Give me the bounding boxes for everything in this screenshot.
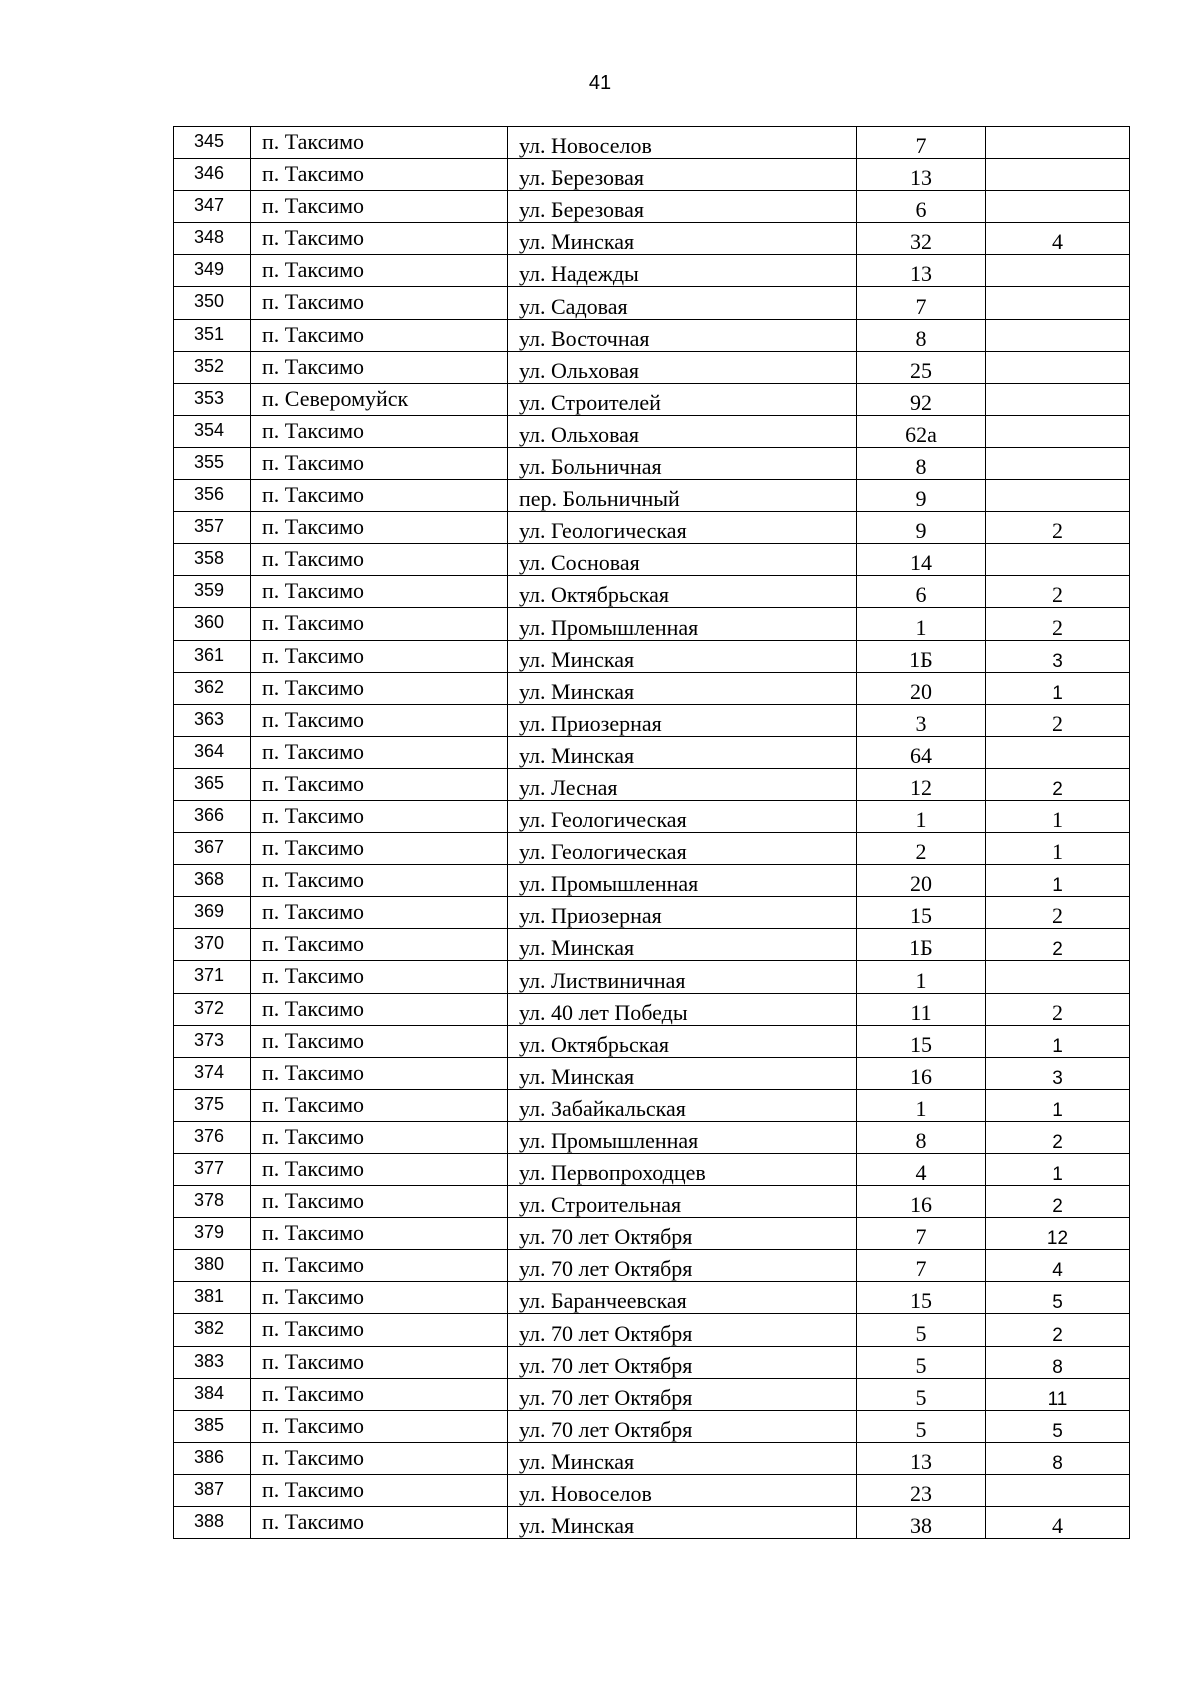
house-number-cell: 92 <box>857 383 986 415</box>
street-cell: ул. Минская <box>508 929 857 961</box>
locality-cell: п. Таксимо <box>251 1410 508 1442</box>
table-row <box>174 1410 1130 1442</box>
row-number-cell: 373 <box>174 1025 251 1057</box>
table-row <box>174 415 1130 447</box>
apartment-cell <box>986 544 1130 576</box>
street-cell: ул. Минская <box>508 672 857 704</box>
house-number-cell: 5 <box>857 1314 986 1346</box>
house-number-cell: 1 <box>857 608 986 640</box>
table-row <box>174 351 1130 383</box>
table-row <box>174 255 1130 287</box>
house-number-cell: 15 <box>857 897 986 929</box>
house-number-cell: 32 <box>857 223 986 255</box>
apartment-cell <box>986 159 1130 191</box>
row-number-cell: 380 <box>174 1250 251 1282</box>
row-number-cell: 381 <box>174 1282 251 1314</box>
house-number-cell: 13 <box>857 255 986 287</box>
locality-cell: п. Таксимо <box>251 865 508 897</box>
locality-cell: п. Таксимо <box>251 512 508 544</box>
apartment-cell: 2 <box>986 576 1130 608</box>
street-cell: ул. 70 лет Октября <box>508 1250 857 1282</box>
table-row <box>174 608 1130 640</box>
locality-cell: п. Таксимо <box>251 1507 508 1539</box>
street-cell: ул. Минская <box>508 1442 857 1474</box>
table-row <box>174 1057 1130 1089</box>
table-row <box>174 159 1130 191</box>
house-number-cell: 2 <box>857 833 986 865</box>
row-number-cell: 351 <box>174 319 251 351</box>
locality-cell: п. Северомуйск <box>251 383 508 415</box>
row-number-cell: 366 <box>174 800 251 832</box>
row-number-cell: 377 <box>174 1154 251 1186</box>
table-row <box>174 897 1130 929</box>
street-cell: ул. Березовая <box>508 159 857 191</box>
apartment-cell: 2 <box>986 608 1130 640</box>
street-cell: ул. Строителей <box>508 383 857 415</box>
street-cell: ул. Приозерная <box>508 704 857 736</box>
street-cell: ул. Новоселов <box>508 127 857 159</box>
locality-cell: п. Таксимо <box>251 1154 508 1186</box>
apartment-cell: 1 <box>986 1154 1130 1186</box>
house-number-cell: 1 <box>857 1089 986 1121</box>
street-cell: ул. Ольховая <box>508 351 857 383</box>
table-row <box>174 1507 1130 1539</box>
row-number-cell: 363 <box>174 704 251 736</box>
locality-cell: п. Таксимо <box>251 833 508 865</box>
street-cell: ул. Новоселов <box>508 1474 857 1506</box>
house-number-cell: 11 <box>857 993 986 1025</box>
apartment-cell: 4 <box>986 1250 1130 1282</box>
row-number-cell: 357 <box>174 512 251 544</box>
table-row <box>174 672 1130 704</box>
table-row <box>174 319 1130 351</box>
table-row <box>174 544 1130 576</box>
table-row <box>174 383 1130 415</box>
locality-cell: п. Таксимо <box>251 1378 508 1410</box>
row-number-cell: 378 <box>174 1186 251 1218</box>
row-number-cell: 345 <box>174 127 251 159</box>
row-number-cell: 384 <box>174 1378 251 1410</box>
house-number-cell: 6 <box>857 576 986 608</box>
street-cell: ул. 70 лет Октября <box>508 1378 857 1410</box>
street-cell: ул. Минская <box>508 640 857 672</box>
apartment-cell: 2 <box>986 704 1130 736</box>
row-number-cell: 364 <box>174 736 251 768</box>
apartment-cell <box>986 351 1130 383</box>
street-cell: ул. 40 лет Победы <box>508 993 857 1025</box>
locality-cell: п. Таксимо <box>251 447 508 479</box>
apartment-cell: 8 <box>986 1346 1130 1378</box>
apartment-cell <box>986 319 1130 351</box>
street-cell: ул. Минская <box>508 1507 857 1539</box>
table-row <box>174 865 1130 897</box>
table-row <box>174 1282 1130 1314</box>
row-number-cell: 374 <box>174 1057 251 1089</box>
apartment-cell: 8 <box>986 1442 1130 1474</box>
locality-cell: п. Таксимо <box>251 1186 508 1218</box>
apartment-cell: 4 <box>986 1507 1130 1539</box>
apartment-cell <box>986 415 1130 447</box>
locality-cell: п. Таксимо <box>251 1442 508 1474</box>
locality-cell: п. Таксимо <box>251 576 508 608</box>
table-row <box>174 1025 1130 1057</box>
row-number-cell: 350 <box>174 287 251 319</box>
locality-cell: п. Таксимо <box>251 768 508 800</box>
locality-cell: п. Таксимо <box>251 159 508 191</box>
apartment-cell: 2 <box>986 993 1130 1025</box>
locality-cell: п. Таксимо <box>251 1346 508 1378</box>
locality-cell: п. Таксимо <box>251 319 508 351</box>
locality-cell: п. Таксимо <box>251 223 508 255</box>
locality-cell: п. Таксимо <box>251 800 508 832</box>
house-number-cell: 8 <box>857 319 986 351</box>
locality-cell: п. Таксимо <box>251 929 508 961</box>
apartment-cell: 3 <box>986 1057 1130 1089</box>
street-cell: пер. Больничный <box>508 480 857 512</box>
street-cell: ул. Октябрьская <box>508 1025 857 1057</box>
street-cell: ул. Листвиничная <box>508 961 857 993</box>
table-row <box>174 191 1130 223</box>
table-row <box>174 127 1130 159</box>
house-number-cell: 1 <box>857 961 986 993</box>
apartment-cell: 12 <box>986 1218 1130 1250</box>
locality-cell: п. Таксимо <box>251 1025 508 1057</box>
street-cell: ул. Приозерная <box>508 897 857 929</box>
row-number-cell: 369 <box>174 897 251 929</box>
house-number-cell: 8 <box>857 447 986 479</box>
street-cell: ул. Минская <box>508 223 857 255</box>
apartment-cell: 1 <box>986 672 1130 704</box>
apartment-cell: 11 <box>986 1378 1130 1410</box>
street-cell: ул. Геологическая <box>508 833 857 865</box>
house-number-cell: 20 <box>857 672 986 704</box>
table-row <box>174 1314 1130 1346</box>
street-cell: ул. Березовая <box>508 191 857 223</box>
table-row <box>174 1089 1130 1121</box>
apartment-cell: 2 <box>986 1314 1130 1346</box>
table-row <box>174 1442 1130 1474</box>
apartment-cell: 3 <box>986 640 1130 672</box>
apartment-cell: 2 <box>986 897 1130 929</box>
house-number-cell: 1Б <box>857 929 986 961</box>
apartment-cell <box>986 191 1130 223</box>
row-number-cell: 358 <box>174 544 251 576</box>
row-number-cell: 387 <box>174 1474 251 1506</box>
table-row <box>174 768 1130 800</box>
row-number-cell: 388 <box>174 1507 251 1539</box>
address-table-body <box>174 127 1130 1539</box>
house-number-cell: 7 <box>857 1250 986 1282</box>
house-number-cell: 13 <box>857 159 986 191</box>
apartment-cell <box>986 961 1130 993</box>
street-cell: ул. Садовая <box>508 287 857 319</box>
street-cell: ул. Минская <box>508 736 857 768</box>
apartment-cell <box>986 1474 1130 1506</box>
house-number-cell: 16 <box>857 1186 986 1218</box>
apartment-cell: 2 <box>986 1186 1130 1218</box>
apartment-cell: 2 <box>986 512 1130 544</box>
locality-cell: п. Таксимо <box>251 672 508 704</box>
table-row <box>174 1218 1130 1250</box>
house-number-cell: 1Б <box>857 640 986 672</box>
locality-cell: п. Таксимо <box>251 287 508 319</box>
locality-cell: п. Таксимо <box>251 1218 508 1250</box>
row-number-cell: 367 <box>174 833 251 865</box>
table-row <box>174 1186 1130 1218</box>
row-number-cell: 348 <box>174 223 251 255</box>
street-cell: ул. Баранчеевская <box>508 1282 857 1314</box>
house-number-cell: 12 <box>857 768 986 800</box>
apartment-cell <box>986 736 1130 768</box>
row-number-cell: 368 <box>174 865 251 897</box>
locality-cell: п. Таксимо <box>251 1121 508 1153</box>
house-number-cell: 8 <box>857 1121 986 1153</box>
row-number-cell: 346 <box>174 159 251 191</box>
house-number-cell: 6 <box>857 191 986 223</box>
house-number-cell: 7 <box>857 1218 986 1250</box>
table-row <box>174 576 1130 608</box>
street-cell: ул. Забайкальская <box>508 1089 857 1121</box>
street-cell: ул. Строительная <box>508 1186 857 1218</box>
house-number-cell: 7 <box>857 287 986 319</box>
row-number-cell: 349 <box>174 255 251 287</box>
locality-cell: п. Таксимо <box>251 351 508 383</box>
street-cell: ул. Лесная <box>508 768 857 800</box>
table-row <box>174 961 1130 993</box>
locality-cell: п. Таксимо <box>251 480 508 512</box>
row-number-cell: 361 <box>174 640 251 672</box>
table-row <box>174 512 1130 544</box>
row-number-cell: 376 <box>174 1121 251 1153</box>
locality-cell: п. Таксимо <box>251 127 508 159</box>
house-number-cell: 13 <box>857 1442 986 1474</box>
street-cell: ул. Промышленная <box>508 1121 857 1153</box>
street-cell: ул. Больничная <box>508 447 857 479</box>
street-cell: ул. Надежды <box>508 255 857 287</box>
table-row <box>174 480 1130 512</box>
apartment-cell: 1 <box>986 865 1130 897</box>
locality-cell: п. Таксимо <box>251 1250 508 1282</box>
house-number-cell: 5 <box>857 1410 986 1442</box>
table-row <box>174 1250 1130 1282</box>
row-number-cell: 382 <box>174 1314 251 1346</box>
table-row <box>174 1378 1130 1410</box>
apartment-cell <box>986 255 1130 287</box>
address-table <box>173 126 1130 1539</box>
table-row <box>174 800 1130 832</box>
street-cell: ул. Октябрьская <box>508 576 857 608</box>
street-cell: ул. Промышленная <box>508 608 857 640</box>
row-number-cell: 365 <box>174 768 251 800</box>
apartment-cell <box>986 127 1130 159</box>
street-cell: ул. Минская <box>508 1057 857 1089</box>
apartment-cell <box>986 287 1130 319</box>
locality-cell: п. Таксимо <box>251 1314 508 1346</box>
row-number-cell: 386 <box>174 1442 251 1474</box>
row-number-cell: 352 <box>174 351 251 383</box>
row-number-cell: 370 <box>174 929 251 961</box>
row-number-cell: 347 <box>174 191 251 223</box>
table-row <box>174 447 1130 479</box>
table-row <box>174 704 1130 736</box>
house-number-cell: 16 <box>857 1057 986 1089</box>
locality-cell: п. Таксимо <box>251 255 508 287</box>
table-row <box>174 1474 1130 1506</box>
house-number-cell: 9 <box>857 480 986 512</box>
page-number: 41 <box>588 72 612 94</box>
street-cell: ул. 70 лет Октября <box>508 1314 857 1346</box>
house-number-cell: 14 <box>857 544 986 576</box>
row-number-cell: 385 <box>174 1410 251 1442</box>
locality-cell: п. Таксимо <box>251 1089 508 1121</box>
row-number-cell: 383 <box>174 1346 251 1378</box>
row-number-cell: 371 <box>174 961 251 993</box>
locality-cell: п. Таксимо <box>251 191 508 223</box>
apartment-cell: 1 <box>986 833 1130 865</box>
house-number-cell: 15 <box>857 1282 986 1314</box>
locality-cell: п. Таксимо <box>251 1282 508 1314</box>
locality-cell: п. Таксимо <box>251 608 508 640</box>
street-cell: ул. Промышленная <box>508 865 857 897</box>
table-row <box>174 833 1130 865</box>
house-number-cell: 20 <box>857 865 986 897</box>
apartment-cell <box>986 447 1130 479</box>
house-number-cell: 1 <box>857 800 986 832</box>
street-cell: ул. 70 лет Октября <box>508 1346 857 1378</box>
street-cell: ул. 70 лет Октября <box>508 1218 857 1250</box>
locality-cell: п. Таксимо <box>251 961 508 993</box>
row-number-cell: 375 <box>174 1089 251 1121</box>
street-cell: ул. Сосновая <box>508 544 857 576</box>
apartment-cell: 5 <box>986 1410 1130 1442</box>
table-row <box>174 929 1130 961</box>
house-number-cell: 7 <box>857 127 986 159</box>
row-number-cell: 359 <box>174 576 251 608</box>
table-row <box>174 1154 1130 1186</box>
table-row <box>174 223 1130 255</box>
locality-cell: п. Таксимо <box>251 640 508 672</box>
locality-cell: п. Таксимо <box>251 736 508 768</box>
house-number-cell: 5 <box>857 1378 986 1410</box>
table-row <box>174 736 1130 768</box>
table-row <box>174 1346 1130 1378</box>
house-number-cell: 38 <box>857 1507 986 1539</box>
street-cell: ул. Геологическая <box>508 512 857 544</box>
street-cell: ул. Восточная <box>508 319 857 351</box>
house-number-cell: 25 <box>857 351 986 383</box>
apartment-cell: 1 <box>986 1025 1130 1057</box>
table-row <box>174 640 1130 672</box>
table-row <box>174 993 1130 1025</box>
row-number-cell: 379 <box>174 1218 251 1250</box>
apartment-cell: 4 <box>986 223 1130 255</box>
locality-cell: п. Таксимо <box>251 897 508 929</box>
apartment-cell: 2 <box>986 929 1130 961</box>
apartment-cell: 1 <box>986 800 1130 832</box>
street-cell: ул. 70 лет Октября <box>508 1410 857 1442</box>
house-number-cell: 4 <box>857 1154 986 1186</box>
locality-cell: п. Таксимо <box>251 415 508 447</box>
street-cell: ул. Геологическая <box>508 800 857 832</box>
locality-cell: п. Таксимо <box>251 704 508 736</box>
row-number-cell: 356 <box>174 480 251 512</box>
locality-cell: п. Таксимо <box>251 993 508 1025</box>
locality-cell: п. Таксимо <box>251 1057 508 1089</box>
house-number-cell: 64 <box>857 736 986 768</box>
locality-cell: п. Таксимо <box>251 1474 508 1506</box>
apartment-cell: 2 <box>986 768 1130 800</box>
locality-cell: п. Таксимо <box>251 544 508 576</box>
apartment-cell: 1 <box>986 1089 1130 1121</box>
apartment-cell: 2 <box>986 1121 1130 1153</box>
row-number-cell: 360 <box>174 608 251 640</box>
house-number-cell: 15 <box>857 1025 986 1057</box>
apartment-cell <box>986 383 1130 415</box>
house-number-cell: 5 <box>857 1346 986 1378</box>
house-number-cell: 9 <box>857 512 986 544</box>
row-number-cell: 353 <box>174 383 251 415</box>
apartment-cell: 5 <box>986 1282 1130 1314</box>
street-cell: ул. Ольховая <box>508 415 857 447</box>
row-number-cell: 355 <box>174 447 251 479</box>
row-number-cell: 362 <box>174 672 251 704</box>
row-number-cell: 372 <box>174 993 251 1025</box>
house-number-cell: 3 <box>857 704 986 736</box>
street-cell: ул. Первопроходцев <box>508 1154 857 1186</box>
house-number-cell: 23 <box>857 1474 986 1506</box>
row-number-cell: 354 <box>174 415 251 447</box>
apartment-cell <box>986 480 1130 512</box>
table-row <box>174 287 1130 319</box>
house-number-cell: 62а <box>857 415 986 447</box>
table-row <box>174 1121 1130 1153</box>
